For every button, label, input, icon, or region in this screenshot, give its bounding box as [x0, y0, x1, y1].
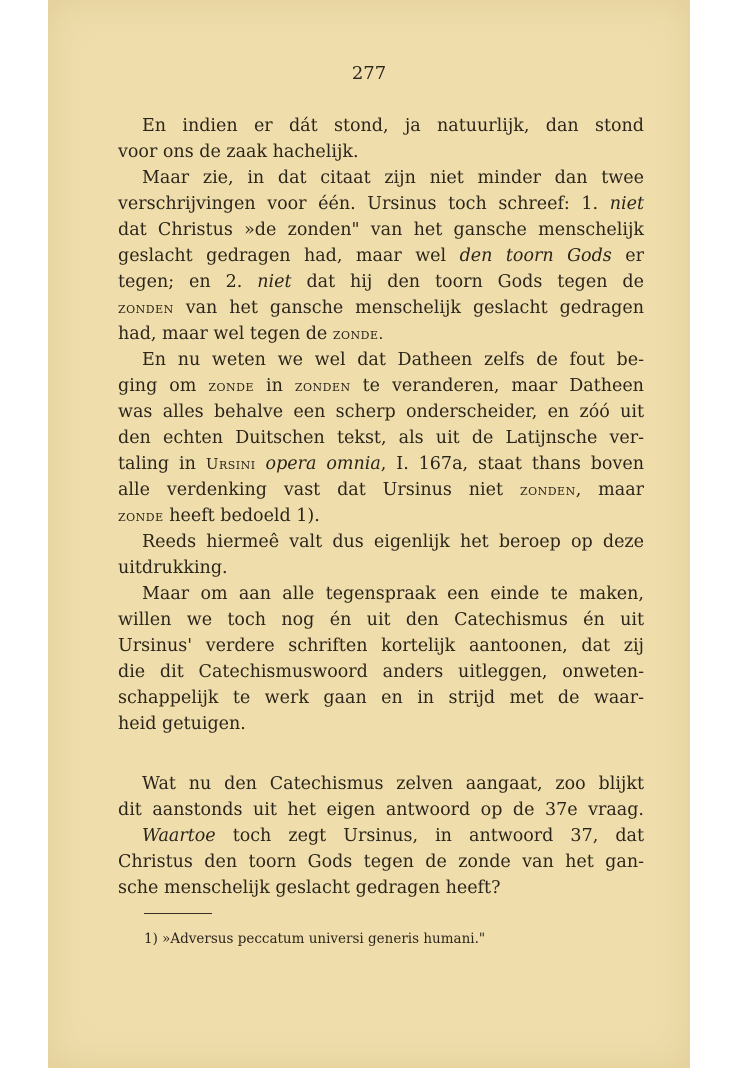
text-line: alle verdenking vast dat Ursinus niet zonden, maar	[118, 480, 645, 500]
text-line: willen we toch nog én uit den Catechismus én uit	[118, 610, 644, 630]
book-page	[48, 0, 690, 1068]
text-line: was alles behalve een scherp onderscheider, en zóó uit	[118, 402, 644, 422]
text-line: sche menschelijk geslacht gedragen heeft?	[118, 878, 501, 898]
text-line: tegen; en 2. niet dat hij den toorn Gods tegen de	[118, 272, 644, 292]
text-line: En indien er dát stond, ja natuurlijk, dan stond	[142, 116, 644, 136]
footnote-divider	[144, 913, 212, 914]
text-line: voor ons de zaak hachelijk.	[118, 142, 359, 162]
footnote: 1) »Adversus peccatum universi generis humani."	[144, 931, 486, 947]
text-line: Maar zie, in dat citaat zijn niet minder dan twee	[142, 168, 644, 188]
text-line: had, maar wel tegen de zonde.	[118, 324, 384, 344]
text-line: dat Christus »de zonden" van het gansche menschelijk	[118, 220, 644, 240]
text-line: zonde heeft bedoeld 1).	[118, 506, 320, 526]
text-line: Ursinus' verdere schriften kortelijk aantoonen, dat zij	[118, 636, 644, 656]
text-line: Wat nu den Catechismus zelven aangaat, zoo blijkt	[142, 774, 644, 794]
text-line: schappelijk te werk gaan en in strijd met de waar-	[118, 688, 644, 708]
text-line: verschrijvingen voor één. Ursinus toch schreef: 1. niet	[118, 194, 644, 214]
text-line: Maar om aan alle tegenspraak een einde te maken,	[142, 584, 644, 604]
text-line: die dit Catechismuswoord anders uitleggen, onweten-	[118, 662, 644, 682]
text-line: geslacht gedragen had, maar wel den toorn Gods er	[118, 246, 644, 266]
page-number: 277	[351, 63, 387, 84]
text-line: Christus den toorn Gods tegen de zonde van het gan-	[118, 852, 644, 872]
text-line: zonden van het gansche menschelijk geslacht gedragen	[118, 298, 644, 318]
text-line: uitdrukking.	[118, 558, 228, 578]
text-line: dit aanstonds uit het eigen antwoord op de 37e vraag.	[118, 800, 644, 820]
text-line: Reeds hiermeê valt dus eigenlijk het beroep op deze	[142, 532, 644, 552]
text-line: taling in Ursini opera omnia, I. 167a, staat thans boven	[118, 454, 644, 474]
text-line: ging om zonde in zonden te veranderen, maar Datheen	[118, 376, 644, 396]
text-line: En nu weten we wel dat Datheen zelfs de fout be-	[142, 350, 644, 370]
text-line: heid getuigen.	[118, 714, 246, 734]
text-line: den echten Duitschen tekst, als uit de Latijnsche ver-	[118, 428, 644, 448]
text-line: Waartoe toch zegt Ursinus, in antwoord 37, dat	[142, 826, 644, 846]
